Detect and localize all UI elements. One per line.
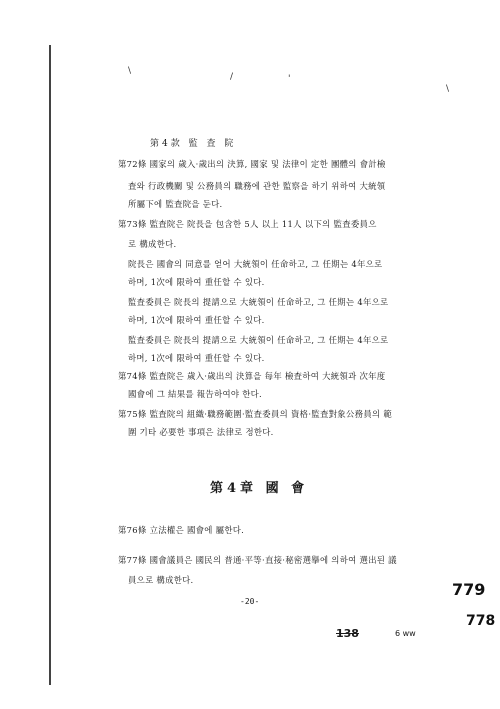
- scan-mark: /: [230, 72, 234, 82]
- text-line: 第73條 監査院은 院長을 包含한 5人 以上 11人 以下의 監査委員으: [118, 219, 377, 229]
- text-line: 하며, 1次에 限하여 重任할 수 있다.: [128, 353, 265, 363]
- text-line: 第77條 國會議員은 國民의 普通·平等·直接·秘密選擧에 의하여 選出된 議: [118, 555, 397, 565]
- text-line: 하며, 1次에 限하여 重任할 수 있다.: [128, 277, 265, 287]
- text-line: 員으로 構成한다.: [128, 575, 194, 585]
- text-line: 監査委員은 院長의 提請으로 大統領이 任命하고, 그 任期는 4年으로: [128, 335, 389, 345]
- text-line: 査와 行政機關 및 公務員의 職務에 관한 監察을 하기 위하여 大統領: [128, 181, 386, 191]
- scan-mark: \: [446, 84, 450, 94]
- binding-edge-line: [49, 45, 51, 685]
- section-title: 第4款 監 査 院: [150, 139, 237, 149]
- text-line: 圍 기타 必要한 事項은 法律로 정한다.: [128, 427, 274, 437]
- text-line: 第72條 國家의 歲入·歲出의 決算, 國家 및 法律이 定한 團體의 會計檢: [118, 159, 386, 169]
- bottom-stamp: 138: [336, 627, 359, 640]
- bottom-stamp-small: 6 ww: [395, 629, 416, 638]
- text-line: 監査委員은 院長의 提請으로 大統領이 任命하고, 그 任期는 4年으로: [128, 297, 389, 307]
- text-line: 所屬下에 監査院을 둔다.: [128, 199, 223, 209]
- text-line: 하며, 1次에 限하여 重任할 수 있다.: [128, 315, 265, 325]
- scan-mark: ': [288, 74, 291, 84]
- text-line: 第76條 立法權은 國會에 屬한다.: [118, 525, 245, 535]
- text-line: 第74條 監査院은 歲入·歲出의 決算을 每年 檢査하여 大統領과 次年度: [118, 371, 386, 381]
- page-number: -20-: [240, 597, 260, 606]
- text-line: 院長은 國會의 同意를 얻어 大統領이 任命하고, 그 任期는 4年으로: [128, 259, 383, 269]
- text-line: 로 構成한다.: [128, 239, 177, 249]
- stamped-page-number-secondary: 778: [466, 613, 496, 629]
- chapter-title: 第4章 國 會: [210, 481, 309, 496]
- stamped-page-number: 779: [452, 580, 486, 599]
- scan-mark: \: [128, 66, 132, 76]
- text-line: 第75條 監査院의 組織·職務範圍·監査委員의 資格·監査對象公務員의 範: [118, 409, 393, 419]
- text-line: 國會에 그 結果를 報告하여야 한다.: [128, 389, 262, 399]
